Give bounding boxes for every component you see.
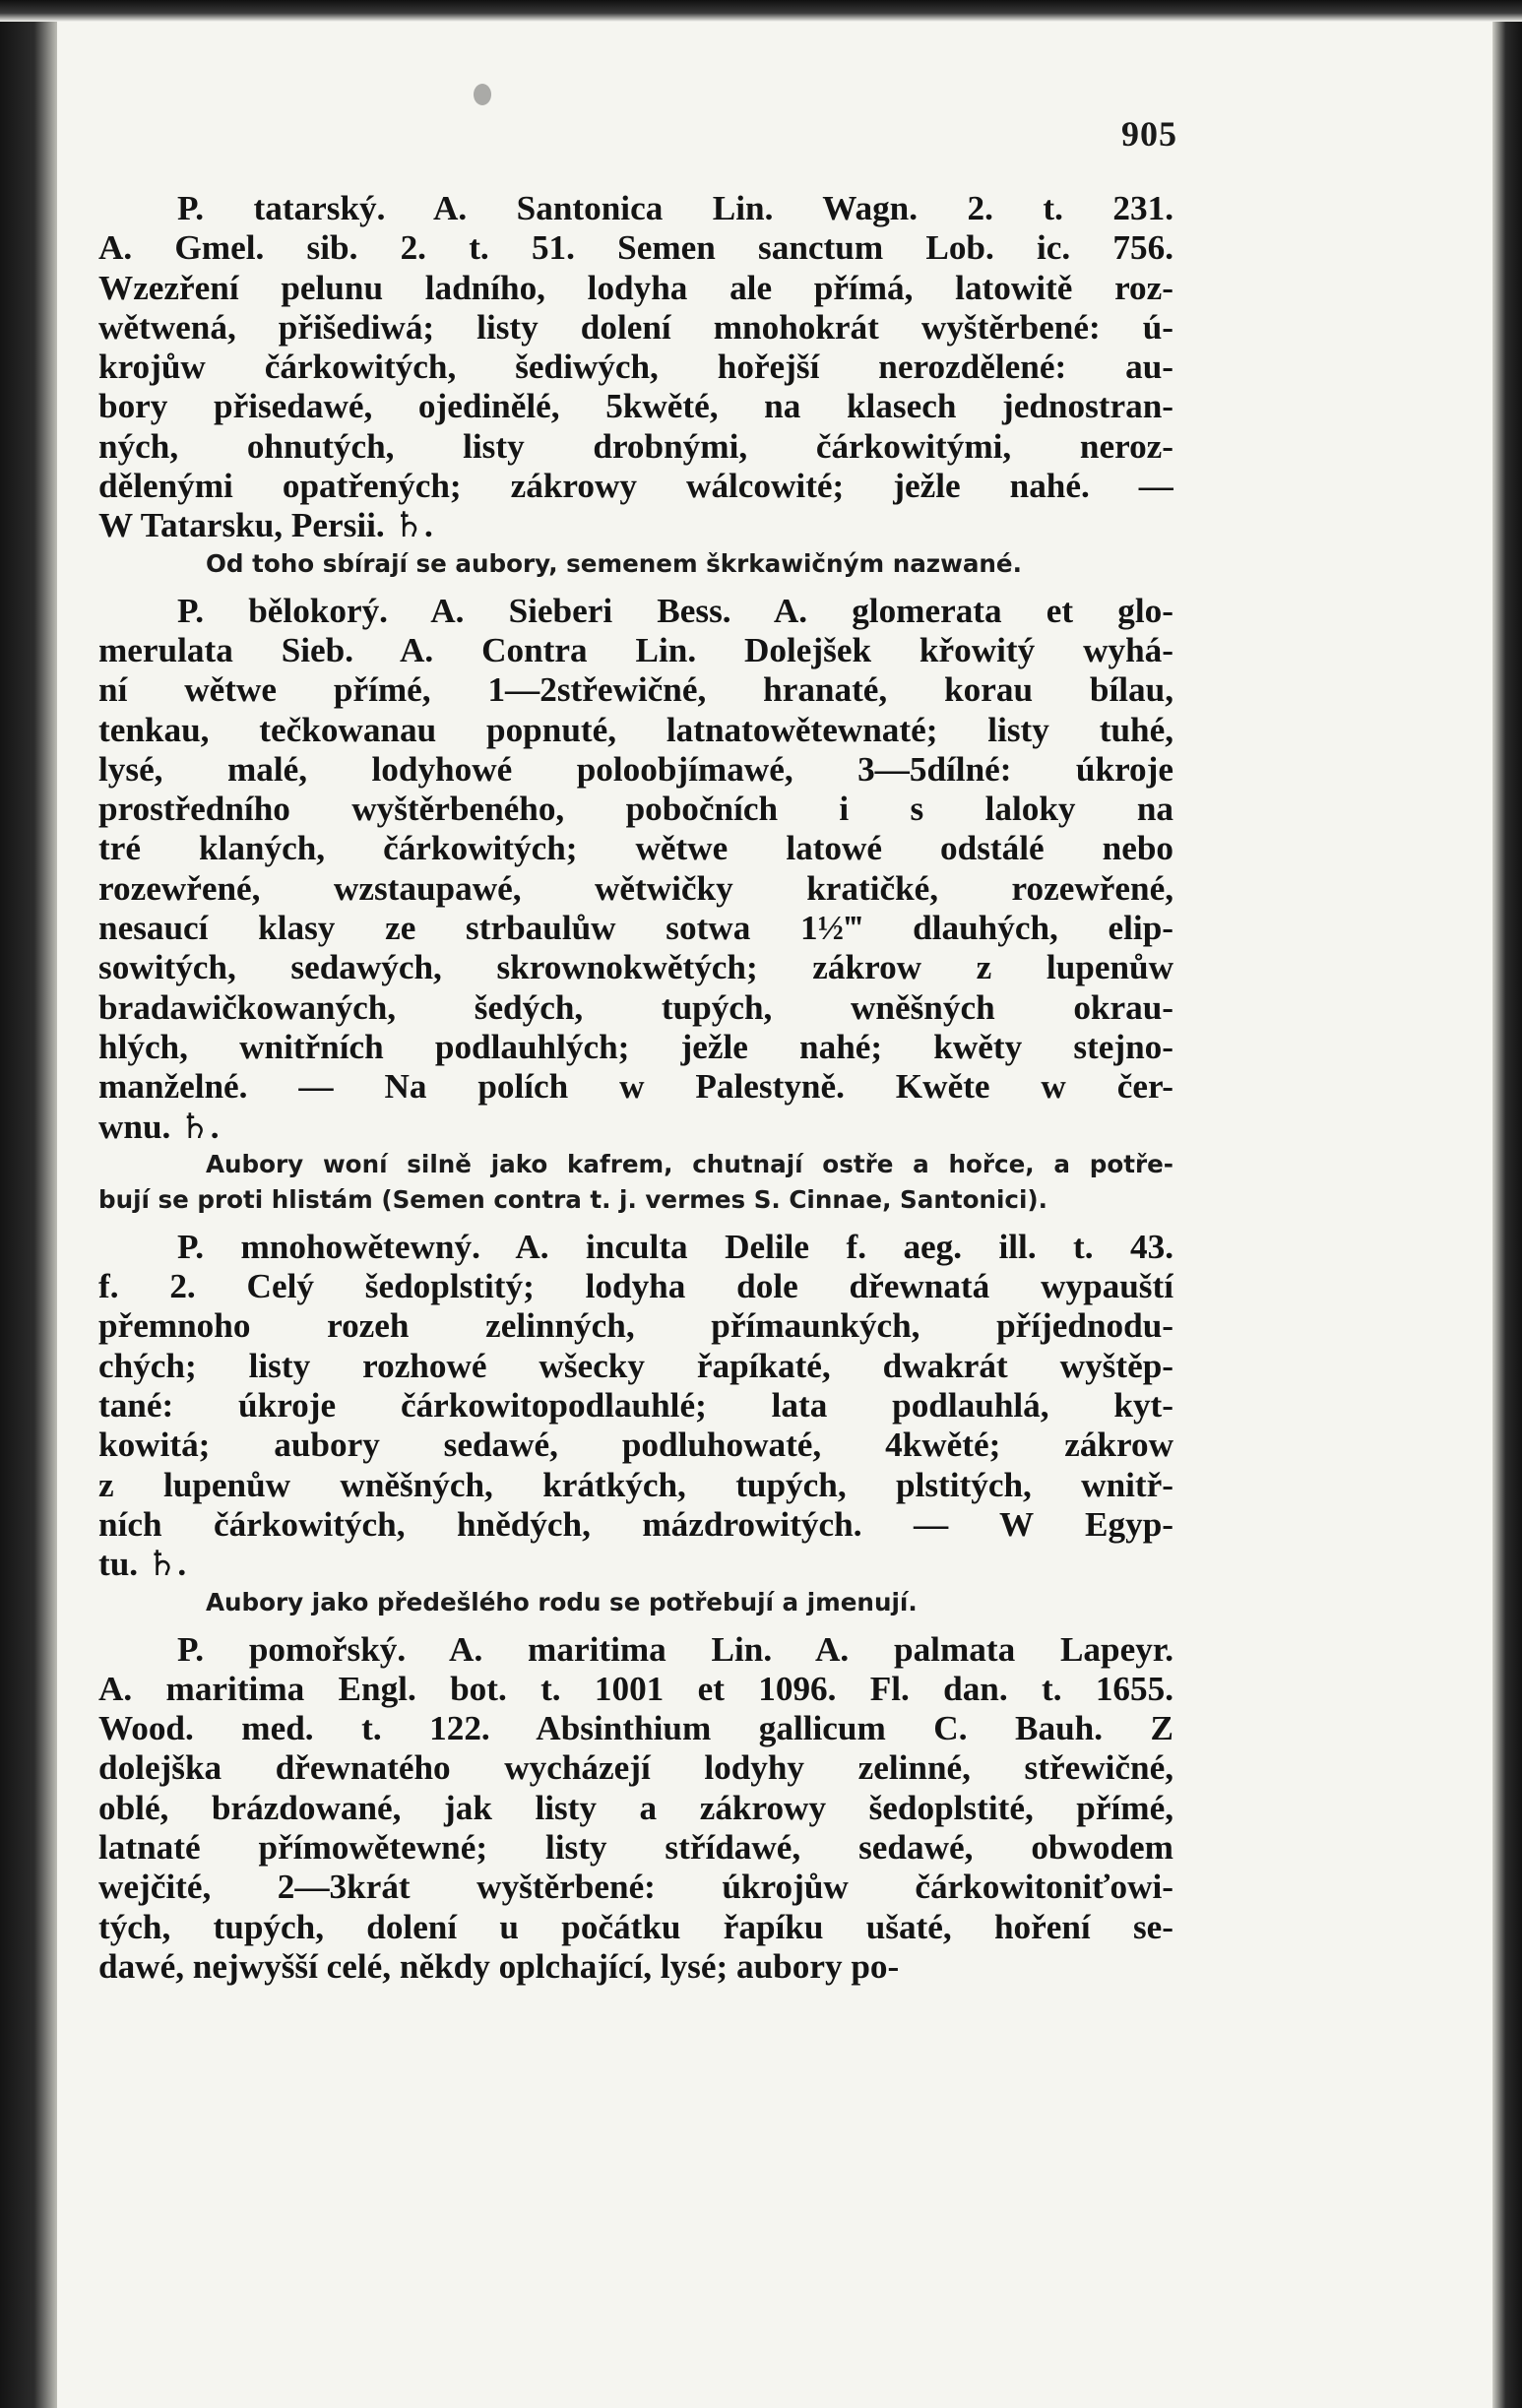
entry-text-line: oblé, brázdowané, jak listy a zákrowy šedoplstité, přímé,: [98, 1788, 1173, 1827]
species-entry: [98, 1228, 1173, 1620]
entry-text-line: kowitá; aubory sedawé, podluhowaté, 4kwěté; zákrow: [98, 1426, 1173, 1465]
entry-text-line: prostředního wyštěrbeného, pobočních i s laloky na: [98, 790, 1173, 829]
usage-note-line: Aubory woní silně jako kafrem, chutnají ostře a hořce, a potře-: [206, 1149, 1173, 1178]
entry-heading-line: P. pomořský. A. maritima Lin. A. palmata Lapeyr.: [177, 1629, 1173, 1669]
body-text: [98, 189, 1173, 1987]
entry-heading-line: P. bělokorý. A. Sieberi Bess. A. glomerata et glo-: [177, 591, 1173, 630]
species-entry: [98, 189, 1173, 582]
entry-heading-line: P. tatarský. A. Santonica Lin. Wagn. 2. t. 231.: [177, 189, 1173, 227]
entry-text-line: dawé, nejwyšší celé, někdy oplchající, lysé; aubory po-: [98, 1946, 900, 1986]
entry-gap: [98, 1218, 1173, 1228]
entry-text-line: tané: úkroje čárkowitopodlauhlé; lata podlauhlá, kyt-: [98, 1386, 1173, 1426]
ink-blot: [474, 84, 491, 105]
species-entry: [98, 1630, 1173, 1988]
entry-text-line: lysé, malé, lodyhowé poloobjímawé, 3—5dílné: úkroje: [98, 749, 1173, 789]
entry-text-line: tu. ♄.: [98, 1545, 187, 1584]
entry-text-line: krojůw čárkowitých, šediwých, hořejší nerozdělené: au-: [98, 348, 1173, 387]
entry-text-line: W Tatarsku, Persii. ♄.: [98, 506, 433, 545]
entry-heading-line: P. mnohowětewný. A. inculta Delile f. aeg. ill. t. 43.: [177, 1227, 1173, 1266]
species-entry: [98, 592, 1173, 1218]
entry-text-line: nesaucí klasy ze strbaulůw sotwa 1½‴ dlauhých, elip-: [98, 909, 1173, 948]
entry-text-line: hlých, wnitřních podlauhlých; ježle nahé; kwěty stejno-: [98, 1027, 1173, 1066]
entry-text-line: Wzezření pelunu ladního, lodyha ale přímá, latowitě roz-: [98, 268, 1173, 307]
entry-text-line: rozewřené, wzstaupawé, wětwičky kratičké, rozewřené,: [98, 868, 1173, 908]
entry-text-line: tré klaných, čárkowitých; wětwe latowé odstálé nebo: [98, 829, 1173, 868]
entry-text-line: f. 2. Celý šedoplstitý; lodyha dole dřewnatá wypauští: [98, 1267, 1173, 1306]
entry-text-line: ní wětwe přímé, 1—2střewičné, hranaté, korau bílau,: [98, 670, 1173, 710]
entry-text-line: dolejška dřewnatého wycházejí lodyhy zelinné, střewičné,: [98, 1748, 1173, 1788]
scan-edge-top: [0, 0, 1522, 22]
entry-gap: [98, 1620, 1173, 1630]
page-number: 905: [1121, 114, 1177, 154]
entry-text-line: bory přisedawé, ojedinělé, 5kwěté, na klasech jednostran-: [98, 387, 1173, 426]
entry-text-line: A. Gmel. sib. 2. t. 51. Semen sanctum Lob. ic. 756.: [98, 228, 1173, 268]
entry-text-line: wnu. ♄.: [98, 1107, 220, 1146]
entry-text-line: wejčité, 2—3krát wyštěrbené: úkrojůw čárkowitoniťowi-: [98, 1868, 1173, 1907]
entry-text-line: manželné. — Na polích w Palestyně. Kwěte w čer-: [98, 1067, 1173, 1107]
entry-text-line: latnaté přímowětewné; listy střídawé, sedawé, obwodem: [98, 1827, 1173, 1867]
entry-text-line: ných, ohnutých, listy drobnými, čárkowitými, neroz-: [98, 426, 1173, 466]
usage-note-line: Aubory jako předešlého rodu se potřebují a jmenují.: [206, 1587, 918, 1616]
entry-text-line: bradawičkowaných, šedých, tupých, wněšných okrau-: [98, 987, 1173, 1027]
entry-text-line: merulata Sieb. A. Contra Lin. Dolejšek křowitý wyhá-: [98, 630, 1173, 669]
entry-text-line: dělenými opatřených; zákrowy wálcowité; ježle nahé. —: [98, 467, 1173, 506]
entry-text-line: tých, tupých, dolení u počátku řapíku ušaté, hoření se-: [98, 1907, 1173, 1946]
scan-edge-left: [0, 0, 57, 2408]
usage-note-line: bují se proti hlistám (Semen contra t. j. vermes S. Cinnae, Santonici).: [98, 1184, 1048, 1214]
entry-text-line: ních čárkowitých, hnědých, mázdrowitých. — W Egyp-: [98, 1504, 1173, 1544]
entry-text-line: přemnoho rozeh zelinných, přímaunkých, příjednodu-: [98, 1306, 1173, 1346]
entry-text-line: wětwená, přišediwá; listy dolení mnohokrát wyštěrbené: ú-: [98, 307, 1173, 347]
entry-text-line: z lupenůw wněšných, krátkých, tupých, plstitých, wnitř-: [98, 1465, 1173, 1504]
entry-text-line: sowitých, sedawých, skrownokwětých; zákrow z lupenůw: [98, 948, 1173, 987]
entry-gap: [98, 582, 1173, 592]
entry-text-line: Wood. med. t. 122. Absinthium gallicum C. Bauh. Z: [98, 1709, 1173, 1748]
entry-text-line: tenkau, tečkowanau popnuté, latnatowětewnaté; listy tuhé,: [98, 710, 1173, 749]
scan-edge-right: [1492, 0, 1522, 2408]
entry-text-line: A. maritima Engl. bot. t. 1001 et 1096. Fl. dan. t. 1655.: [98, 1669, 1173, 1708]
usage-note-line: Od toho sbírají se aubory, semenem škrkawičným nazwané.: [206, 548, 1022, 578]
entry-text-line: chých; listy rozhowé wšecky řapíkaté, dwakrát wyštěp-: [98, 1346, 1173, 1385]
